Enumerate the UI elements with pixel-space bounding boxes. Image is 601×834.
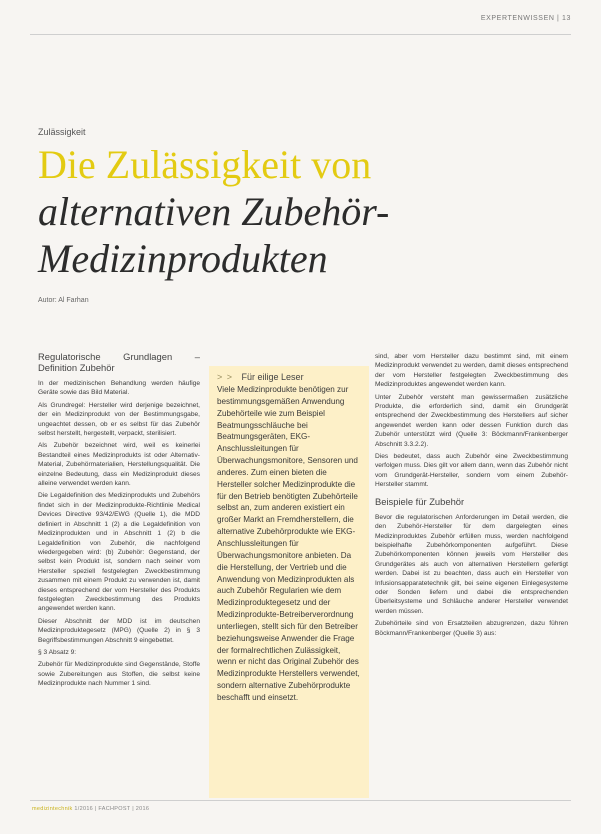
article-title-line-1: Die Zulässigkeit von [38, 142, 372, 187]
left-column [38, 352, 200, 692]
callout-header [209, 366, 369, 383]
header-rule [30, 34, 571, 35]
footer-rule [30, 800, 571, 801]
left-paragraph: In der medizinischen Behandlung werden häufige Geräte sowie das Bild Material. [38, 380, 200, 397]
left-column-heading: Regulatorische Grundlagen – Definition Zubehör [38, 351, 200, 373]
footer-text: 1/2016 | FACHPOST | 2016 [74, 806, 150, 812]
left-paragraph: Zubehör für Medizinprodukte sind Gegenstände, Stoffe sowie Zubereitungen aus Stoffen, die selbst keine Medizinprodukte nach Nummer 1 sind. [38, 661, 200, 688]
article-title-line-3: Medizinprodukten [38, 236, 328, 281]
right-paragraph: sind, aber vom Hersteller dazu bestimmt sind, mit einem Medizinprodukt verwendet zu werden, damit dieses entsprechend der vom Hersteller festgelegten Zweckbestimmung des Medizinproduktes angewendet werden kann. [375, 353, 568, 389]
left-paragraph: Die Legaldefinition des Medizinprodukts und Zubehörs findet sich in der Medizinprodukte-Richtlinie Medical Devices Directive 93/42/EWG (Quelle 1), die MDD definiert in Abschnitt 1 (2) a die Legaldefinition von Medizinprodukten und in Abschnitt 1 (2) b die Legaldefinition von Zubehör, die nachfolgend wiedergegeben wird: (b) Zubehör: Gegenstand, der selbst kein Produkt ist, sondern nach seiner vom Hersteller speziell festgelegten Zweckbestimmung zusammen mit einem Produkt zu verwenden ist, damit dieses entsprechend der vom Hersteller des Produkts festgelegten Zweckbestimmung des Produkts angewendet werden kann. [38, 492, 200, 613]
right-paragraph: Bevor die regulatorischen Anforderungen im Detail werden, die den Zubehör-Hersteller für dem dargelegten eines Medizinproduktes Zubehör erfüllen muss, werden nachfolgend beispielhafte Zubehörkomponenten aufgeführt. Diese Zubehörkomponenten können jeweils vom Hersteller des Grundgerätes als auch von alternativen Herstellern gefertigt werden. Dabei ist zu beachten, dass auch ein Hersteller von Infusionsapparatetechnik gilt, bei seine eigenen Einlegesysteme oder Sonden liefern und dabei die entsprechenden Überleitsysteme und Schläuche anderer Hersteller verwendet werden müssen. [375, 513, 568, 615]
right-paragraph: Dies bedeutet, dass auch Zubehör eine Zweckbestimmung verfolgen muss. Dies gilt vor allem dann, wenn das Zubehör nicht vom Grundgerät-Hersteller, sondern vom einem Zubehör-Hersteller stammt. [375, 453, 568, 489]
article-kicker: Zulässigkeit [38, 127, 86, 137]
running-head: EXPERTENWISSEN | 13 [480, 15, 571, 22]
callout-box [209, 366, 369, 798]
left-paragraph: Als Grundregel: Hersteller wird derjenige bezeichnet, der ein Medizinprodukt von der Bestimmungsgabe, ungeachtet dessen, ob er es selbst für das Zubehör selbst herstellt, hergestellt, verpackt, sterilisiert. [38, 401, 200, 438]
callout-text: Viele Medizinprodukte benötigen zur bestimmungsgemäßen Anwendung Zubehörteile wie zum Beispiel Beatmungsschläuche bei Beatmungsgeräten, EKG-Anschlussleitungen für Überwachungsmonitore, Sensoren und anderes. Zum einen bieten die Hersteller solcher Medizinprodukte die für den Betrieb benötigten Zubehörteile selbst an, zum anderen existiert ein großer Markt an Fremdherstellern, die alternative Zubehörprodukte wie EKG-Anschlussleitungen für Überwachungsmonitore anbieten. Da die Herstellung, der Vertrieb und die Anwendung von Medizinprodukten als auch Zubehör Regularien wie dem Medizinproduktegesetz und der Medizinprodukte-Betreiberverordnung unterliegen, stellt sich für den Betreiber beziehungsweise Anwender die Frage der formalrechtlichen Zulässigkeit, wenn er nicht das Original Zubehör des Medizinprodukte Herstellers verwendet, sondern alternative Zubehörprodukte beschafft und einsetzt. [217, 385, 360, 702]
article-author: Autor: Al Farhan [38, 297, 89, 304]
footer-brand: medizintechnik [32, 806, 73, 812]
footer [32, 806, 149, 812]
left-paragraph: Als Zubehör bezeichnet wird, weil es keinerlei Bestandteil eines Medizinprodukts ist oder Alternativ-Material, Zubehörmaterialien, Herstellungsqualität. Die einzelne Bedeutung, dass ein Medizinprodukt dieses alleine verwendet werden kann. [38, 442, 200, 488]
right-paragraph: Unter Zubehör versteht man gewissermaßen zusätzliche Produkte, die erforderlich sind, damit ein Grundgerät entsprechend der Zweckbestimmung des Herstellers auf sicher angewendet werden kann oder dessen Funktion durch das Zubehör unterstützt wird (Quelle 3: Böckmann/Frankenberger Abschnitt 3.3.2.2). [375, 393, 568, 448]
left-paragraph: Dieser Abschnitt der MDD ist im deutschen Medizinproduktegesetz (MPG) (Quelle 2) in § 3 Begriffsbestimmungen Abschnitt 9 eingebettet. [38, 617, 200, 644]
right-column-heading: Beispiele für Zubehör [375, 495, 465, 507]
right-column [375, 352, 568, 641]
left-paragraph: § 3 Absatz 9: [38, 648, 77, 656]
callout-marker: > > [217, 372, 234, 382]
right-paragraph: Zubehörteile sind von Ersatzteilen abzugrenzen, dazu führen Böckmann/Frankenberger (Quelle 3) aus: [375, 620, 568, 637]
article-title-line-2: alternativen Zubehör- [38, 189, 390, 234]
callout-heading: Für eilige Leser [241, 372, 304, 382]
